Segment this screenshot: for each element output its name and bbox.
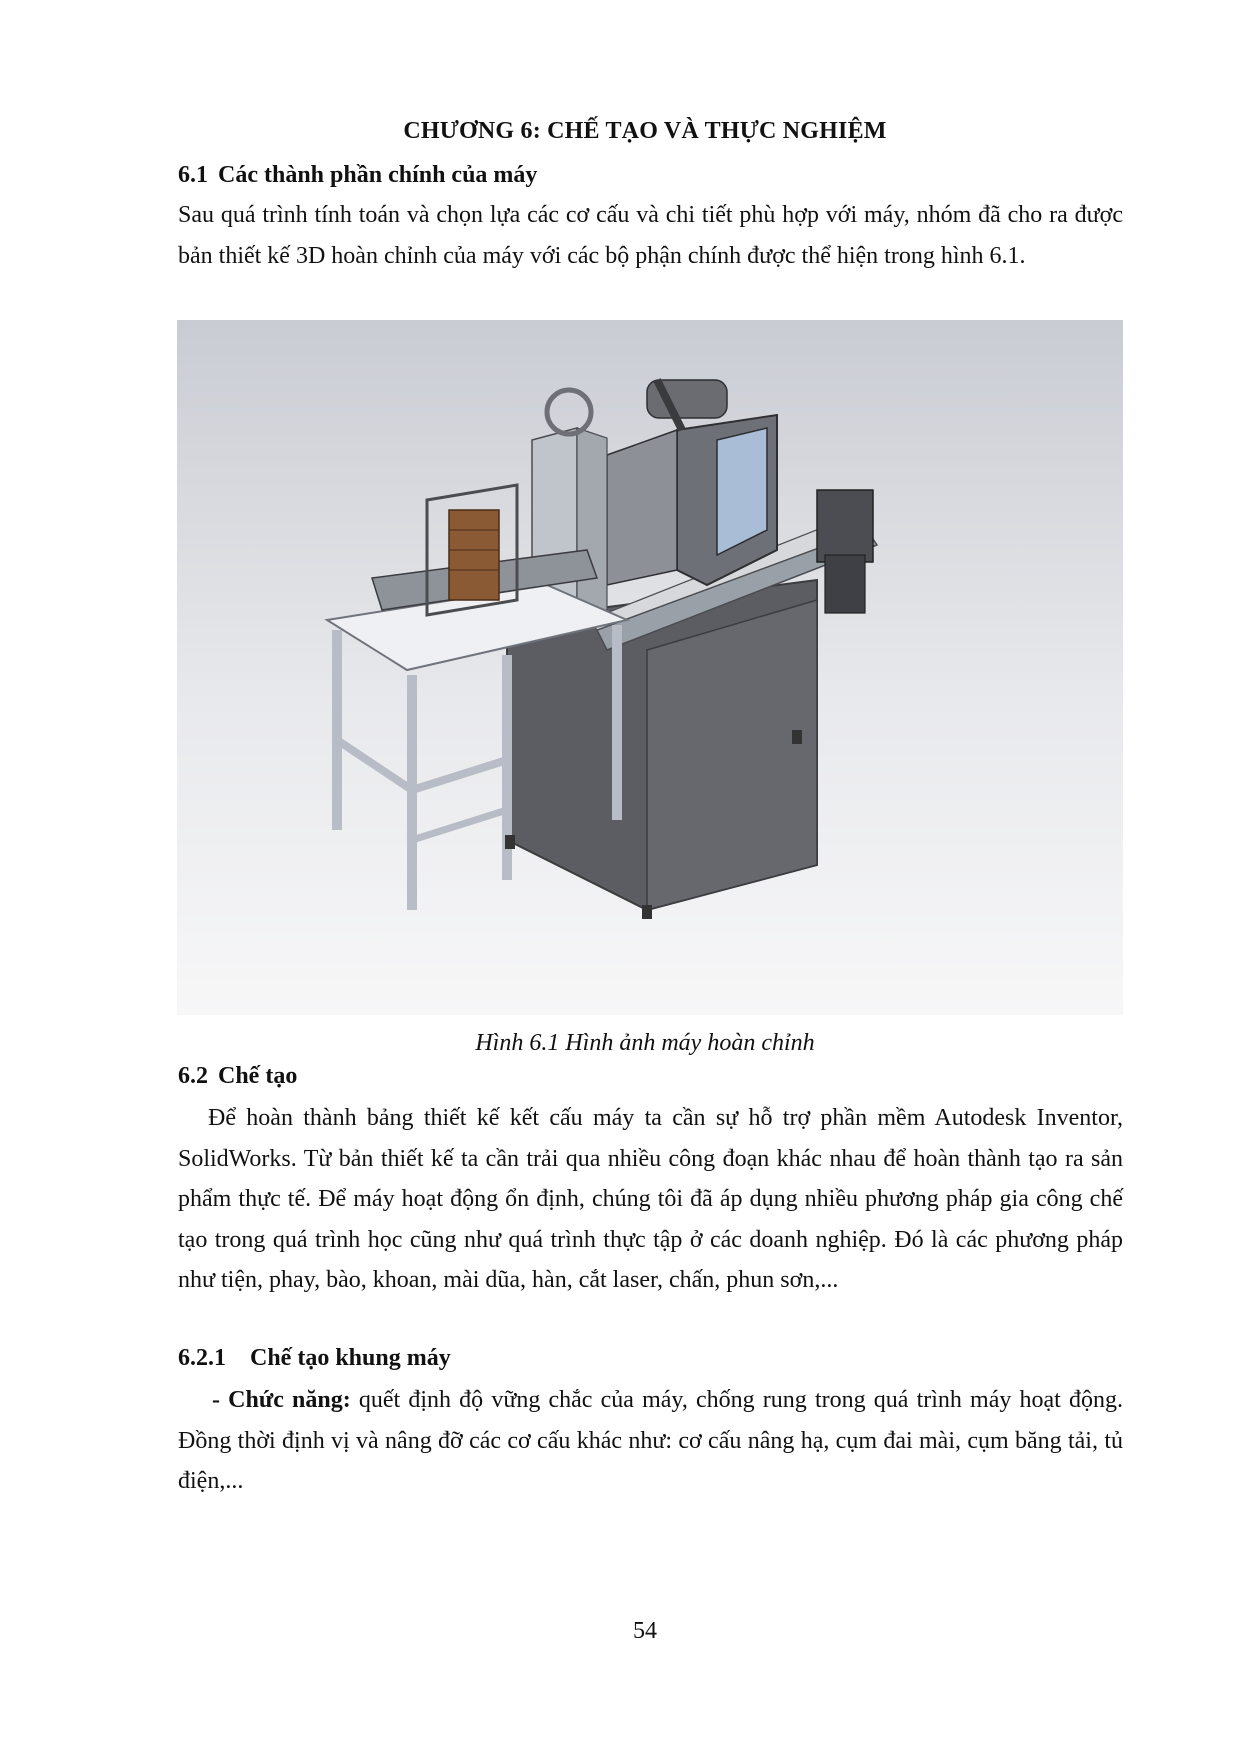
section-heading-6-1 (178, 162, 537, 189)
chapter-title: CHƯƠNG 6: CHẾ TẠO VÀ THỰC NGHIỆM (403, 118, 887, 144)
motor-body (825, 555, 865, 613)
page-number: 54 (633, 1618, 657, 1644)
section-number: 6.2.1 (178, 1345, 226, 1371)
foot (642, 905, 652, 919)
hood-door (607, 430, 677, 585)
foot (505, 835, 515, 849)
section-heading-6-2-1 (178, 1345, 451, 1372)
section-heading-6-2 (178, 1063, 297, 1090)
table-brace-3 (412, 810, 507, 840)
cabinet-door (647, 600, 817, 910)
gear-motor (817, 490, 873, 562)
section-6-2-paragraph: Để hoàn thành bảng thiết kế kết cấu máy ta cần sự hỗ trợ phần mềm Autodesk Inventor, SolidWorks. Từ bản thiết kế ta cần trải qua nhiều công đoạn khác nhau để hoàn thành tạo ra sản phẩm thực tế. Để máy hoạt động ổn định, chúng tôi đã áp dụng nhiều phương pháp gia công chế tạo trong quá trình học cũng như quá trình thực tập ở các doanh nghiệp. Đó là các phương pháp như tiện, phay, bào, khoan, mài dũa, hàn, cắt laser, chấn, phun sơn,... (178, 1105, 1123, 1293)
section-title: Các thành phần chính của máy (218, 162, 538, 188)
table-brace-2 (412, 760, 507, 790)
figure-caption: Hình 6.1 Hình ảnh máy hoàn chỉnh (475, 1030, 815, 1056)
section-title: Chế tạo (218, 1063, 298, 1089)
section-number: 6.2 (178, 1063, 208, 1089)
bullet-lead: - Chức năng: (212, 1387, 351, 1413)
machine-3d-figure (177, 320, 1123, 1015)
machine-illustration (177, 320, 1123, 1015)
lift-column-side (577, 428, 607, 620)
handwheel (547, 390, 591, 434)
bullet-text: quết định độ vững chắc của máy, chống rung trong quá trình máy hoạt động. Đồng thời định vị và nâng đỡ các cơ cấu khác như: cơ cấu nâng hạ, cụm đai mài, cụm băng tải, tủ điện,... (178, 1387, 1123, 1494)
table-brace-1 (337, 740, 412, 790)
section-6-1-paragraph: Sau quá trình tính toán và chọn lựa các cơ cấu và chi tiết phù hợp với máy, nhóm đã cho ra được bản thiết kế 3D hoàn chỉnh của máy với các bộ phận chính được thể hiện trong hình 6.1. (178, 202, 1123, 269)
section-number: 6.1 (178, 162, 208, 188)
foot (792, 730, 802, 744)
wood-blocks (449, 510, 499, 600)
function-bullet (178, 1380, 1123, 1502)
section-title: Chế tạo khung máy (250, 1345, 451, 1371)
